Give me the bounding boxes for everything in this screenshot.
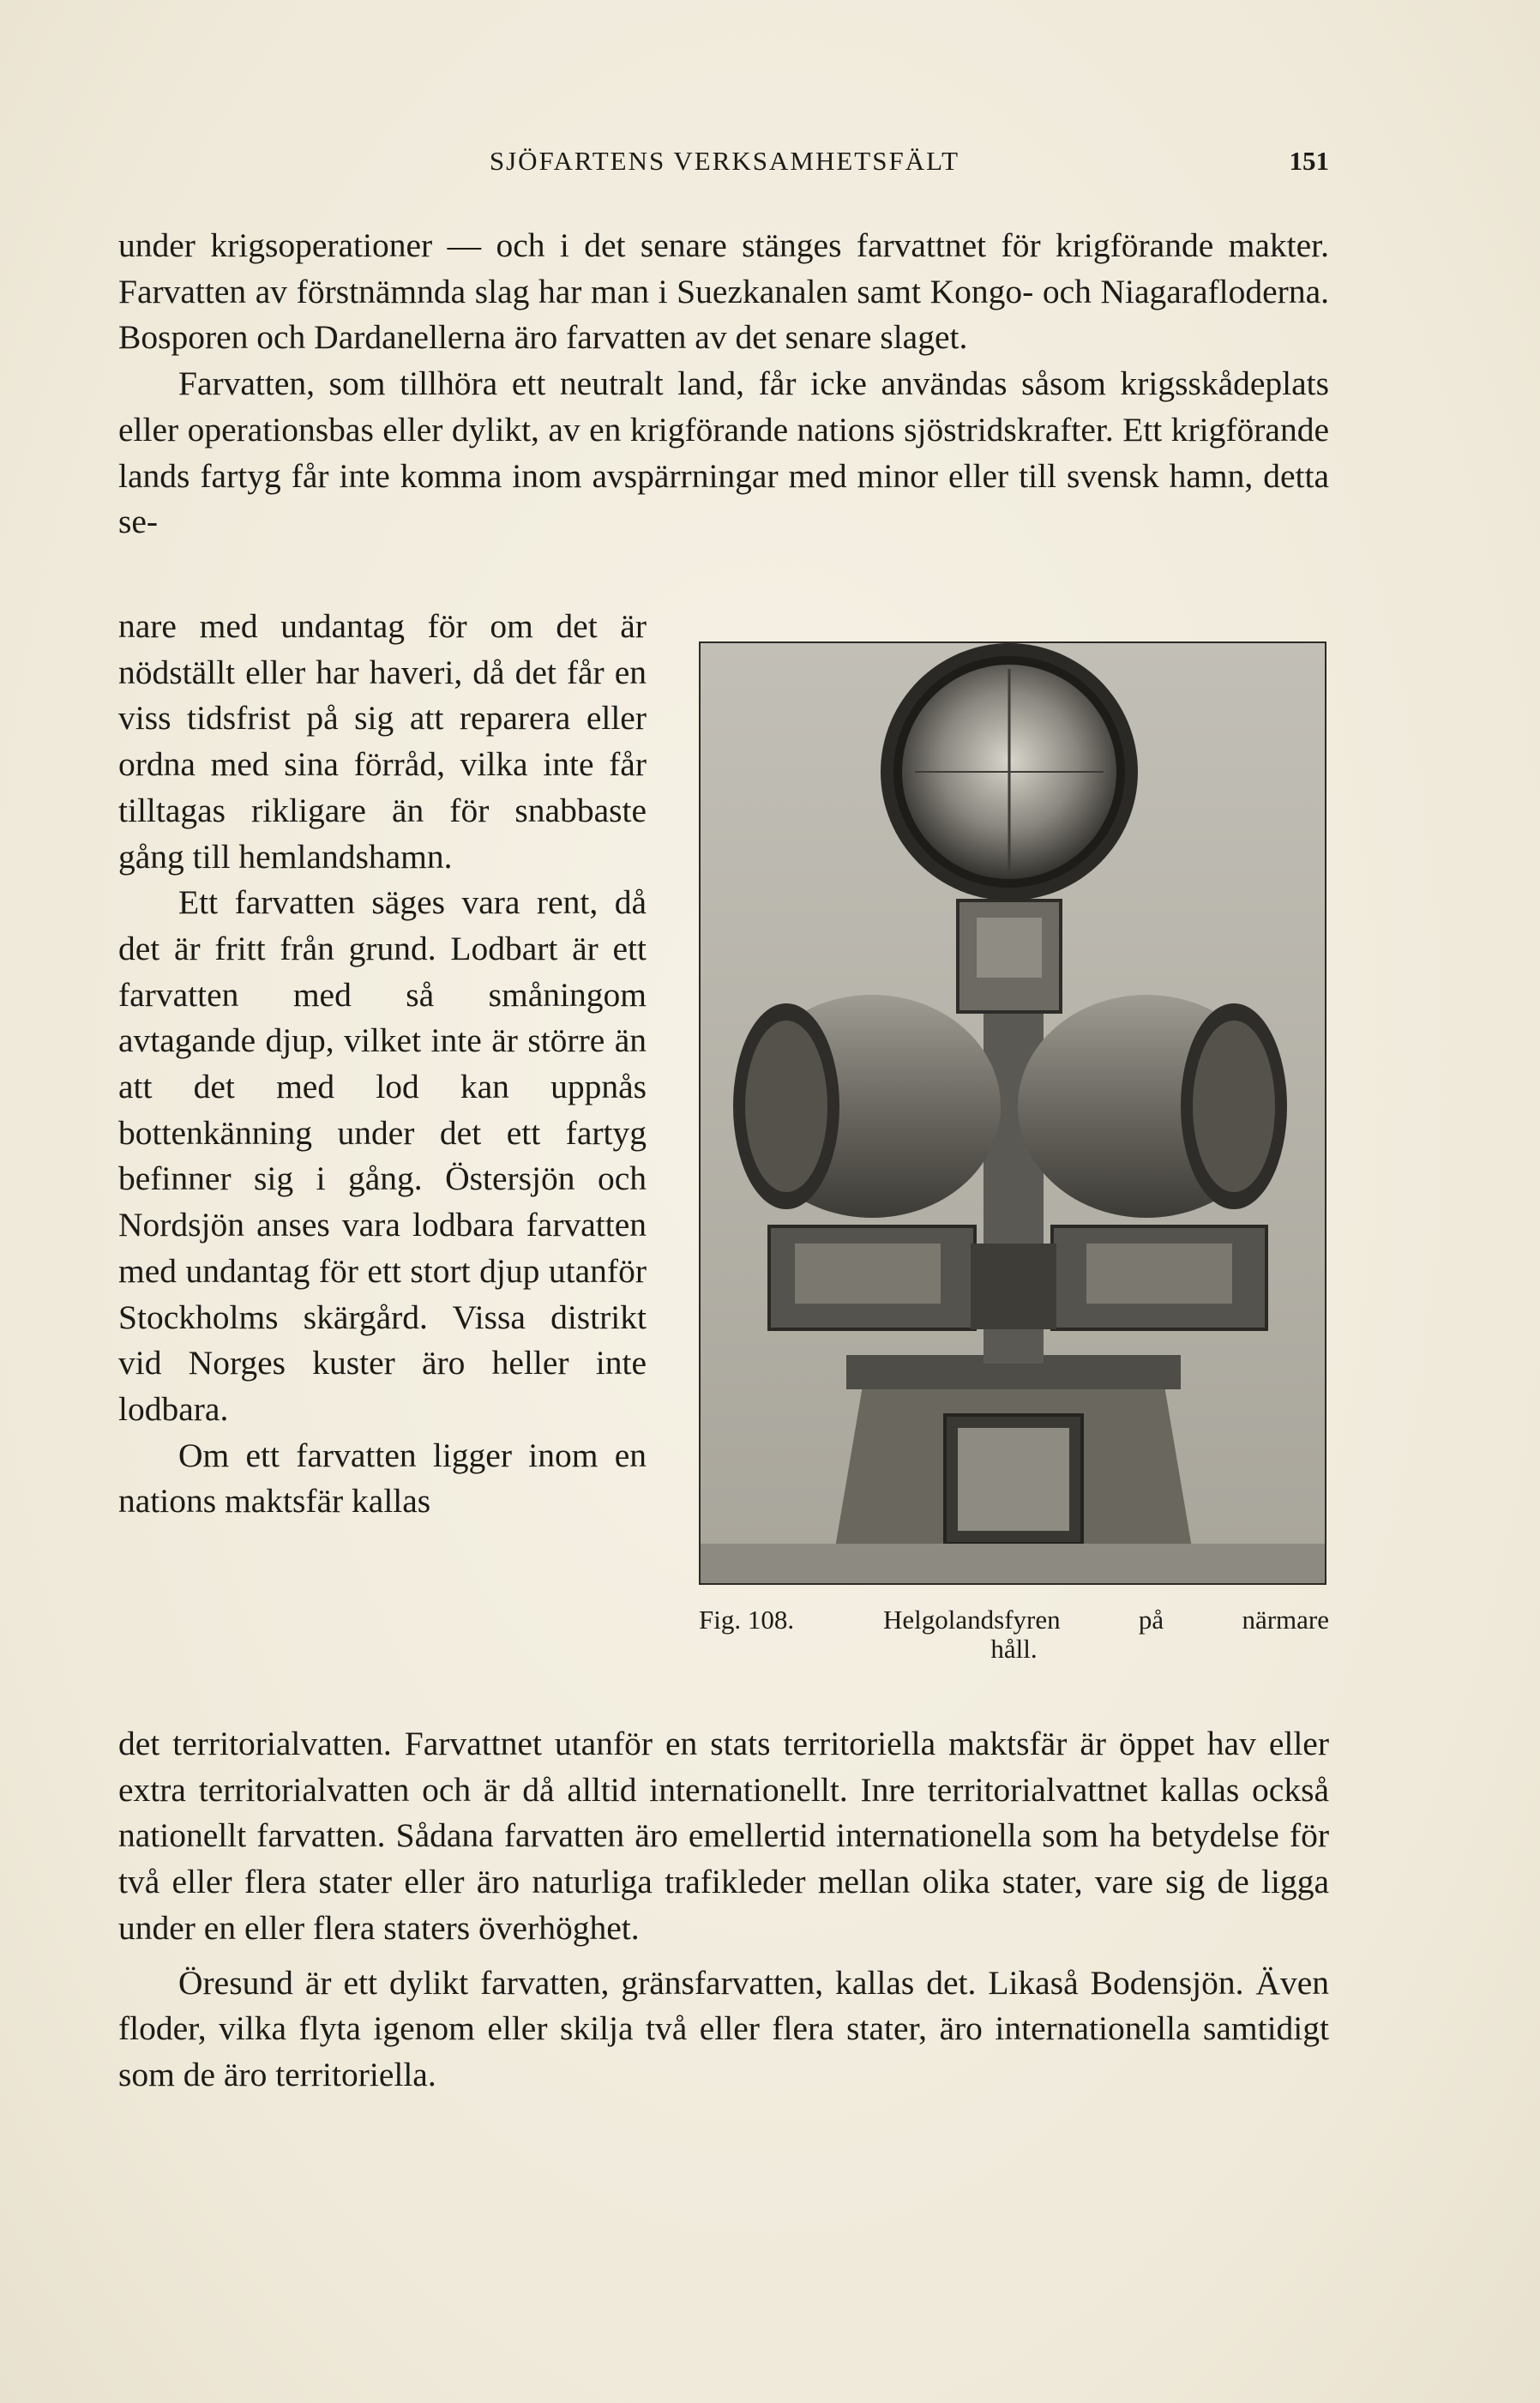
paragraph-2a: Farvatten, som tillhöra ett neutralt land, får icke användas såsom krigsskådeplats eller operationsbas eller dylikt, av en krigförande nations sjöstridskrafter. Ett krigförande lands fartyg får inte komma inom avspärrningar med minor eller till svensk hamn, detta se- bbox=[118, 364, 1329, 541]
text-block-bottom bbox=[118, 1721, 1329, 2099]
caption-line-2: håll. bbox=[990, 1634, 1038, 1664]
running-head: SJÖFARTENS VERKSAMHETSFÄLT bbox=[489, 146, 960, 176]
text-block-top bbox=[118, 223, 1329, 545]
text-block-side bbox=[118, 604, 647, 1525]
lighthouse-lamp-illustration bbox=[701, 643, 1325, 1583]
caption-row bbox=[699, 1605, 1329, 1635]
paragraph-3: Ett farvatten säges vara rent, då det är fritt från grund. Lodbart är ett farvatten med så småningom avtagande djup, vilket inte är större än att det med lod kan uppnås bottenkänning under det ett fartyg befinner sig i gång. Östersjön och Nordsjön anses vara lodbara farvatten med undantag för ett stort djup utanför Stockholms skärgård. Vissa distrikt vid Norges kuster äro heller inte lodbara. bbox=[118, 883, 647, 1428]
caption-line-1: Helgolandsfyren på närmare bbox=[883, 1605, 1329, 1635]
page-header bbox=[120, 146, 1329, 189]
page-number: 151 bbox=[1289, 146, 1329, 176]
paragraph-5: Öresund är ett dylikt farvatten, gränsfarvatten, kallas det. Likaså Bodensjön. Även floder, vilka flyta igenom eller skilja två eller flera stater, äro internationella samtidigt som de äro territoriella. bbox=[118, 1963, 1329, 2093]
paragraph-4a: Om ett farvatten ligger inom en nations maktsfär kallas bbox=[118, 1436, 647, 1521]
paragraph-4b: det territorialvatten. Farvattnet utanför en stats territoriella maktsfär är öppet hav eller extra territorialvatten och är då alltid internationellt. Inre territorialvattnet kallas också nationellt farvatten. Sådana farvatten äro emellertid internationella som ha betydelse för två eller flera stater eller äro naturliga trafikleder mellan olika stater, vare sig de ligga under en eller flera staters överhöghet. bbox=[118, 1725, 1329, 1947]
lighthouse-photo bbox=[699, 641, 1326, 1585]
figure-caption bbox=[699, 1605, 1329, 1664]
paragraph-1: under krigsoperationer — och i det senare stänges farvattnet för krigförande makter. Farvatten av förstnämnda slag har man i Suezkanalen samt Kongo- och Niagarafloderna. Bosporen och Dardanellerna äro farvatten av det senare slaget. bbox=[118, 226, 1329, 357]
paragraph-2b: nare med undantag för om det är nödställt eller har haveri, då det får en viss tidsfrist på sig att reparera eller ordna med sina förråd, vilka inte får tilltagas rikligare än för snabbaste gång till hemlandshamn. bbox=[118, 607, 647, 876]
figure-label: Fig. 108. bbox=[699, 1605, 795, 1635]
